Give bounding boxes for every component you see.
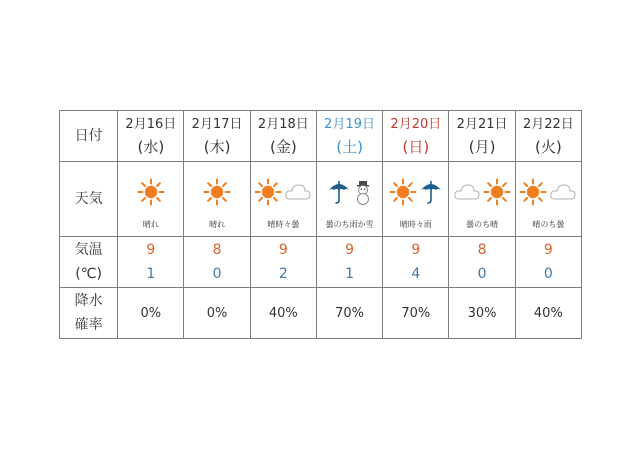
sun-icon: [389, 178, 417, 206]
weather-icons: [317, 171, 382, 213]
date-cell: [118, 111, 184, 162]
high-temp: 9: [543, 242, 553, 258]
date-text: 2月20日: [390, 117, 442, 132]
weather-cell: [184, 162, 250, 237]
weather-cell: [118, 162, 184, 237]
date-row: [60, 111, 582, 162]
sun-icon: [483, 178, 511, 206]
weather-text: 晴れ: [142, 220, 159, 229]
rain-label-line1: 降水: [74, 293, 103, 309]
weather-text: 晴のち曇: [532, 220, 565, 229]
temperature-cell: [118, 237, 184, 288]
low-temp: 0: [543, 266, 553, 282]
date-text: 2月19日: [324, 117, 375, 132]
weekday-text: (水): [137, 138, 165, 156]
weekday-text: (日): [402, 138, 430, 156]
rain-percent: 70%: [401, 305, 431, 321]
snowman-icon: [353, 179, 373, 205]
cloud-icon: [549, 182, 577, 202]
high-temp: 8: [212, 242, 222, 258]
date-text: 2月22日: [522, 117, 574, 132]
high-temp: 9: [278, 242, 288, 258]
weather-forecast-table: [59, 110, 582, 339]
temperature-cell: [515, 237, 581, 288]
weather-text: 晴時々曇: [267, 220, 300, 229]
umbrella-icon: [419, 178, 443, 206]
date-text: 2月16日: [125, 117, 177, 132]
weather-cell: [250, 162, 316, 237]
date-cell: [184, 111, 250, 162]
weekday-text: (土): [336, 138, 363, 156]
rain-percent: 0%: [140, 305, 162, 321]
weather-cell: [316, 162, 382, 237]
weekday-text: (火): [535, 138, 562, 156]
low-temp: 0: [477, 266, 487, 282]
low-temp: 1: [345, 266, 355, 282]
temperature-cell: [250, 237, 316, 288]
rain-cell: [515, 288, 581, 339]
date-text: 2月21日: [456, 117, 508, 132]
weather-icons: [449, 171, 514, 213]
temperature-cell: [316, 237, 382, 288]
sun-icon: [519, 178, 547, 206]
rain-percent: 0%: [206, 305, 228, 321]
rain-label-cell: [60, 288, 118, 339]
weather-icons: [516, 171, 581, 213]
sun-icon: [254, 178, 282, 206]
temperature-label: 気温: [74, 242, 103, 258]
rain-cell: [250, 288, 316, 339]
low-temp: 1: [146, 266, 156, 282]
sun-icon: [203, 178, 231, 206]
weather-text: 晴れ: [209, 220, 226, 229]
date-text: 2月18日: [257, 117, 309, 132]
weather-icons: [118, 171, 183, 213]
temperature-label-cell: [60, 237, 118, 288]
weather-text: 曇のち雨か雪: [325, 220, 374, 229]
low-temp: 2: [278, 266, 288, 282]
high-temp: 8: [477, 242, 487, 258]
date-text: 2月17日: [191, 117, 243, 132]
low-temp: 0: [212, 266, 222, 282]
weather-cell: [383, 162, 449, 237]
rain-cell: [184, 288, 250, 339]
high-temp: 9: [411, 242, 421, 258]
weather-icons: [184, 171, 249, 213]
temperature-cell: [383, 237, 449, 288]
date-cell: [383, 111, 449, 162]
weather-cell: [449, 162, 515, 237]
weather-text: 曇のち晴: [466, 220, 499, 229]
weather-label-cell: [60, 162, 118, 237]
temperature-row: [60, 237, 582, 288]
date-cell: [449, 111, 515, 162]
rain-label-line2: 確率: [74, 317, 103, 333]
weather-row: [60, 162, 582, 237]
low-temp: 4: [411, 266, 421, 282]
weather-icons: [251, 171, 316, 213]
weather-text: 晴時々雨: [399, 220, 432, 229]
rain-cell: [383, 288, 449, 339]
weather-label: 天気: [74, 191, 103, 207]
temperature-cell: [184, 237, 250, 288]
rain-row: [60, 288, 582, 339]
weekday-text: (月): [468, 138, 496, 156]
cloud-icon: [284, 182, 312, 202]
rain-cell: [449, 288, 515, 339]
weather-cell: [515, 162, 581, 237]
sun-icon: [137, 178, 165, 206]
date-label: 日付: [74, 128, 103, 144]
weather-icons: [383, 171, 448, 213]
date-label-cell: [60, 111, 118, 162]
temperature-unit-label: (℃): [75, 266, 102, 282]
high-temp: 9: [345, 242, 355, 258]
rain-cell: [118, 288, 184, 339]
temperature-cell: [449, 237, 515, 288]
rain-cell: [316, 288, 382, 339]
weekday-text: (金): [269, 138, 297, 156]
rain-percent: 30%: [467, 305, 497, 321]
umbrella-icon: [327, 178, 351, 206]
cloud-icon: [453, 182, 481, 202]
weekday-text: (木): [203, 138, 231, 156]
high-temp: 9: [146, 242, 156, 258]
date-cell: [316, 111, 382, 162]
rain-percent: 40%: [268, 305, 298, 321]
rain-percent: 40%: [533, 305, 563, 321]
date-cell: [250, 111, 316, 162]
date-cell: [515, 111, 581, 162]
rain-percent: 70%: [335, 305, 365, 321]
